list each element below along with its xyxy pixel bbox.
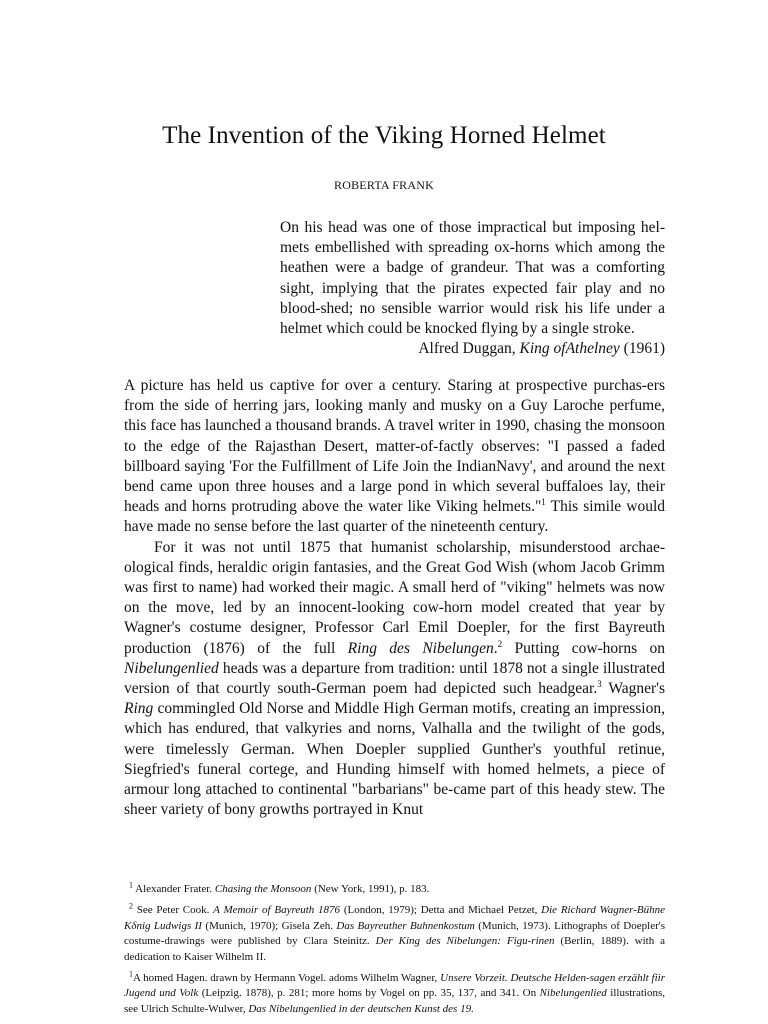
paragraph-text: Wagner's (601, 680, 665, 698)
footnote-mark: 2 (129, 901, 133, 911)
paragraph-1 (124, 376, 665, 538)
epigraph (280, 218, 665, 359)
attribution-work: King ofAthelney (519, 340, 620, 358)
footnote-text: (Munich, 1970); Gisela Zeh. (201, 919, 337, 932)
paragraph-text: commingled Old Norse and Middle High German motifs, creating an impression, which has endured, that valkyries and norns, Valhalla and the twilight of the gods, were timelessly German. When Doepler supplied Gunther's youthful retinue, Siegfried's funeral cortege, and Hunding himself with homed helmets, a piece of armour long attached to continental "barbarians" be-came part of this heady stew. The sheer variety of bony growths portrayed in Knut (124, 700, 665, 819)
epigraph-quote: On his head was one of those impractical but imposing hel-mets embellished with spreading ox-horns which among the heathen were a badge of grandeur. That was a comforting sight, implying that the pirates expected fair play and no blood-shed; no sensible warrior would risk his life under a helmet which could be knocked flying by a single stroke. (280, 219, 665, 338)
footnote-text: Alexander Frater. (133, 883, 215, 895)
attribution-year: (1961) (619, 340, 665, 358)
paragraph-text: A picture has held us captive for over a century. Staring at prospective purchas-ers from the side of herring jars, looking manly and musky on a Guy Laroche perfume, this face has launched a thousand brands. A travel writer in 1990, chasing the monsoon to the edge of the Rajasthan Desert, matter-of-factly observes: "I passed a faded billboard saying 'For the Fulfillment of Life Join the IndianNavy', and around the next bend came upon three houses and a large pond in which several buffaloes lay, their heads and horns protruding above the water like Viking helmets." (124, 377, 665, 516)
footnotes (124, 882, 665, 1023)
footnote-text: (Leipzig. 1878), p. 281; more homs by Vogel on pp. 35, 137, and 341. On (198, 987, 540, 1000)
footnote-work: Nibelungenlied (539, 987, 607, 1000)
italic-title: Ring (124, 700, 154, 718)
footnote-ref: 1 (541, 497, 546, 508)
footnote-ref: 3 (597, 678, 602, 689)
article-title: The Invention of the Viking Horned Helmet (162, 122, 606, 149)
footnote-work: Das Bayreuther Buhnenkostum (336, 919, 475, 932)
footnote-1 (124, 882, 665, 897)
footnote-text: See Peter Cook. (133, 904, 214, 917)
footnote-work: Die Richard Wagner-Bühne Kδnig Ludwigs II (124, 904, 665, 932)
footnote-work: Chasing the Monsoon (214, 883, 312, 895)
epigraph-attribution (280, 339, 665, 359)
footnote-work: Der King des Nibelungen: Figu-rinen (375, 935, 555, 948)
paragraph-text: . (493, 639, 498, 657)
footnote-text: (Munich, 1973). Lithographs of Doepler's costume-drawings were published by Clara Steinitz. (124, 919, 665, 948)
body-text (124, 376, 665, 820)
paragraph-2 (124, 538, 665, 821)
footnote-work: Unsere Vorzeit. Deutsche Helden-sagen erzählt fiir Jugend und Volk (124, 972, 665, 1000)
paragraph-text: This simile would have made no sense before the last quarter of the nineteenth century. (124, 498, 665, 536)
attribution-author: Alfred Duggan, (418, 340, 520, 358)
footnote-text: (New York, 1991), p. 183. (311, 883, 430, 895)
footnote-text: (London, 1979); Detta and Michael Petzet, (340, 904, 542, 917)
footnote-2 (124, 903, 665, 965)
footnote-text: (Berlin, 1889). with a dedication to Kaiser Wilhelm II. (124, 935, 666, 963)
italic-title: Nibelungenlied (124, 659, 219, 677)
footnote-mark: 1 (129, 880, 133, 890)
footnote-work: Das Nibelungenlied in der deutschen Kunst des 19. (248, 1002, 474, 1015)
footnote-text: A homed Hagen. drawn by Hermann Vogel. adoms Wilhelm Wagner, (133, 972, 441, 985)
footnote-work: A Memoir of Bayreuth 1876 (213, 904, 341, 917)
footnote-ref: 2 (497, 638, 503, 649)
paragraph-text: Putting cow-horns on (502, 639, 665, 657)
footnote-text: illustrations, see Ulrich Schulte-Wulwer, (124, 987, 665, 1015)
italic-title: Ring des Nibelungen (347, 639, 494, 657)
paragraph-text: For it was not until 1875 that humanist scholarship, misunderstood archae-ological finds, heraldic origin fantasies, and the Great God Wish (whom Jacob Grimm was first to name) had worked their magic. A small herd of "viking" helmets was now on the move, led by an innocent-looking cow-horn model created that year by Wagner's costume designer, Professor Carl Emil Doepler, for the first Bayreuth production (1876) of the full (124, 538, 665, 657)
article-author: ROBERTA FRANK (334, 178, 434, 192)
footnote-mark: 1 (129, 969, 133, 979)
paragraph-text: heads was a departure from tradition: until 1878 not a single illustrated version of that courtly south-German poem had depicted such headgear. (124, 659, 665, 698)
footnote-3 (124, 971, 665, 1017)
